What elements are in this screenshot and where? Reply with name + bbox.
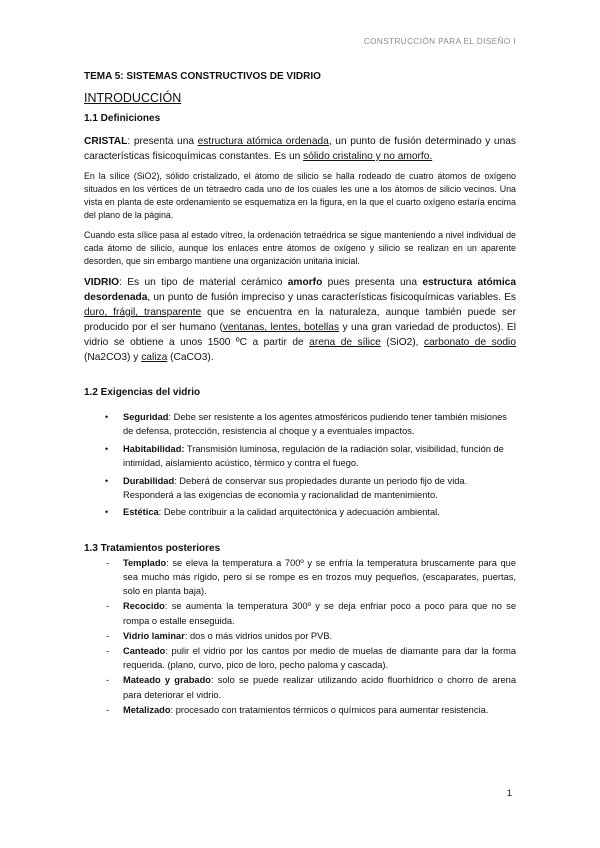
item-text: : solo se puede realizar utilizando acido fluorhídrico o chorro de arena para deteriorar el vidrio.: [123, 675, 516, 700]
text-span: (SiO2),: [380, 337, 424, 348]
item-text: : se aumenta la temperatura 300º y se deja enfriar poco a poco para que no se rompa o estalle enseguida.: [123, 601, 516, 626]
item-text: : se eleva la temperatura a 700º y se enfría la temperatura bruscamente para que sea mucho más rígido, pero si se rompe es en trozos muy pequeños, (escaparates, puertas, solo en planta baja).: [123, 557, 516, 597]
bold-term: estructura atómica desordenada: [84, 277, 516, 303]
requirements-list: [84, 410, 516, 520]
list-item: [84, 703, 516, 717]
item-term: Recocido: [123, 601, 165, 612]
running-header: CONSTRUCCIÓN PARA EL DISEÑO I: [363, 37, 516, 46]
chapter-title: TEMA 5: SISTEMAS CONSTRUCTIVOS DE VIDRIO: [84, 71, 321, 82]
list-item: [84, 410, 516, 439]
list-item: [84, 556, 516, 599]
underlined-term: ventanas, lentes, botellas: [222, 322, 340, 333]
text-span: (CaCO3).: [167, 352, 214, 363]
bullet-icon: •: [105, 475, 109, 486]
spacer: [84, 371, 516, 387]
item-text: Transmisión luminosa, regulación de la radiación solar, visibilidad, función de intimidad, aislamiento acústico, térmico y contra el fuego.: [123, 443, 504, 469]
cristal-definition: [84, 134, 516, 164]
item-text: : dos o más vidrios unidos por PVB.: [184, 630, 333, 641]
dash-icon: -: [106, 601, 110, 612]
underlined-term: duro, frágil, transparente: [84, 307, 202, 318]
vitreous-paragraph: Cuando esta sílice pasa al estado vítreo, la ordenación tetraédrica se sigue manteniendo a nivel individual de cada átomo de silicio, aunque los enlaces entre átomos de oxígeno y silicio se realizan en un aparente desorden, que sin embargo mantiene una organización unitaria inicial.: [84, 230, 516, 266]
bold-term: amorfo: [287, 277, 323, 288]
page-number: 1: [506, 788, 512, 799]
vidrio-term: VIDRIO: [84, 277, 120, 288]
underlined-term: carbonato de sodio: [424, 337, 516, 348]
section-heading-definitions: 1.1 Definiciones: [84, 113, 161, 124]
silice-paragraph: En la sílice (SiO2), sólido cristalizado, el átomo de silicio se halla rodeado de cuatro átomos de oxígeno situados en los vértices de un tetraedro cada uno de los cuales les une a los átomos de silicio vecinos. Una vista en planta de este ordenamiento se esquematiza en la figura, en la que el cuarto oxígeno estaría encima del plano de la página.: [84, 171, 516, 220]
text-span: y una gran variedad de productos). El vidrio se obtiene a unos 1500 ºC a partir de: [84, 322, 516, 348]
item-text: : Debe ser resistente a los agentes atmosféricos pudiendo tener también misiones de defensa, protección, resistencia al choque y a eventuales impactos.: [123, 412, 507, 437]
text-span: : Es un tipo de material cerámico: [119, 277, 288, 288]
list-item: [84, 505, 516, 519]
text-span: , un punto de fusión determinado y unas características fisicoquímicas constantes. Es un: [84, 136, 516, 162]
dash-icon: -: [106, 675, 110, 686]
item-term: Durabilidad: [123, 475, 175, 486]
text-span: (Na2CO3) y: [84, 352, 142, 363]
bullet-icon: •: [105, 443, 109, 454]
item-term: Canteado: [123, 646, 166, 657]
underlined-term: estructura atómica ordenada: [197, 136, 329, 147]
item-term: Estética: [123, 507, 159, 518]
list-item: [84, 644, 516, 672]
introduction-heading: INTRODUCCIÓN: [84, 91, 182, 105]
section-heading-requirements: 1.2 Exigencias del vidrio: [84, 387, 201, 398]
underlined-term: caliza: [141, 352, 168, 363]
vidrio-definition: [84, 275, 516, 365]
text-span: , un punto de fusión impreciso y unas características fisicoquímicas variables. Es: [147, 292, 516, 303]
dash-icon: -: [106, 557, 110, 568]
spacer: [84, 523, 516, 543]
bullet-icon: •: [105, 412, 109, 422]
item-text: : procesado con tratamientos térmicos o químicos para aumentar resistencia.: [170, 704, 489, 715]
text-span: : presenta una: [127, 136, 198, 147]
treatments-list: [84, 556, 516, 717]
bullet-icon: •: [105, 507, 109, 518]
underlined-term: arena de sílice: [309, 337, 381, 348]
dash-icon: -: [106, 630, 110, 641]
item-text: : pulir el vidrio por los cantos por medio de muelas de diamante para dar la forma requerida. (plano, curvo, pico de loro, pecho paloma y cascada).: [123, 646, 516, 671]
list-item: [84, 474, 516, 503]
list-item: [84, 673, 516, 701]
underlined-term: sólido cristalino y no amorfo.: [303, 151, 433, 162]
list-item: [84, 629, 516, 643]
item-term: Habitabilidad:: [123, 443, 185, 454]
section-heading-treatments: 1.3 Tratamientos posteriores: [84, 542, 221, 554]
item-text: : Deberá de conservar sus propiedades durante un periodo fijo de vida. Responderá a las exigencias de economía y racionalidad de mantenimiento.: [123, 475, 468, 501]
item-term: Templado: [123, 557, 167, 568]
item-term: Metalizado: [123, 704, 171, 715]
dash-icon: -: [106, 646, 110, 657]
text-span: que se encuentra en la naturaleza, aunque también puede ser producido por el ser humano (: [84, 307, 516, 333]
list-item: [84, 442, 516, 471]
item-text: : Debe contribuir a la calidad arquitectónica y adecuación ambiental.: [158, 507, 440, 518]
dash-icon: -: [106, 704, 110, 715]
cristal-term: CRISTAL: [84, 136, 128, 147]
list-item: [84, 599, 516, 627]
item-term: Mateado y grabado: [123, 675, 211, 686]
item-term: Seguridad: [123, 412, 169, 422]
item-term: Vidrio laminar: [123, 630, 185, 641]
page-content: [84, 71, 516, 718]
text-span: pues presenta una: [322, 277, 423, 288]
